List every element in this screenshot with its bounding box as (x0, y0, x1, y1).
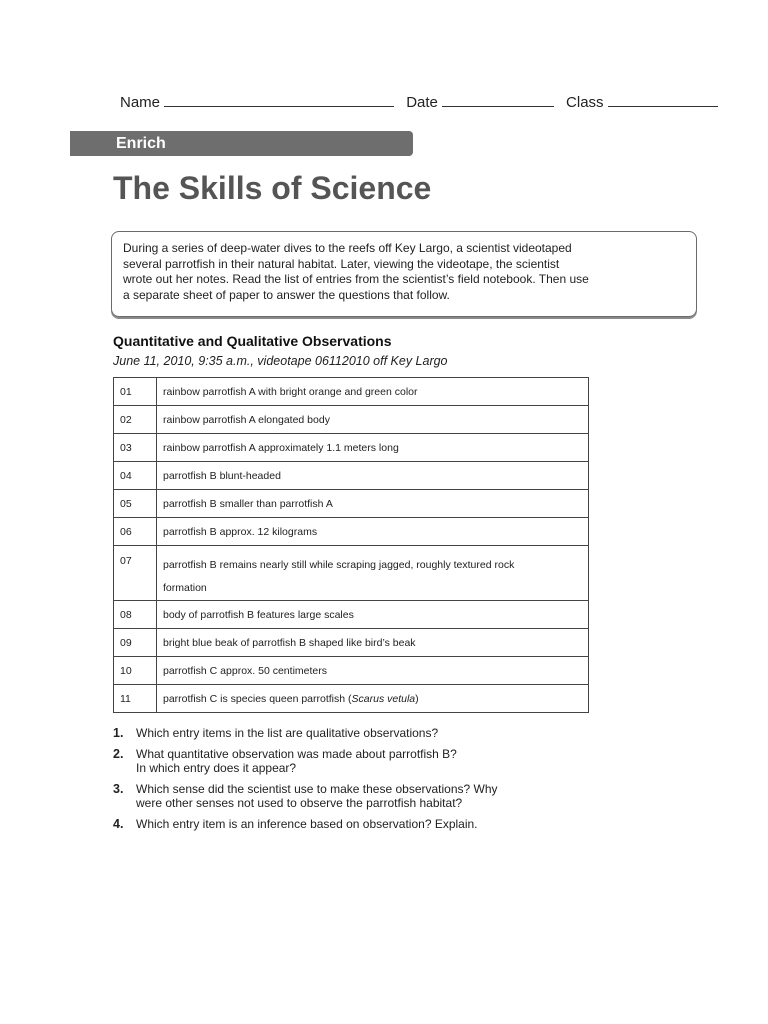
entry-text: bright blue beak of parrotfish B shaped like bird’s beak (157, 629, 589, 657)
entry-text: parrotfish C approx. 50 centimeters (157, 657, 589, 685)
intro-line: a separate sheet of paper to answer the questions that follow. (123, 287, 450, 302)
table-row (114, 546, 589, 601)
question-list (113, 726, 533, 838)
question-text-cont: were other senses not used to observe the parrotfish habitat? (136, 796, 463, 810)
question-text: What quantitative observation was made about parrotfish B? (136, 747, 457, 761)
table-row (114, 462, 589, 490)
entry-text: rainbow parrotfish A approximately 1.1 meters long (157, 434, 589, 462)
table-row (114, 657, 589, 685)
entry-number: 05 (114, 490, 157, 518)
date-blank[interactable] (442, 92, 554, 107)
entry-text (157, 685, 589, 713)
table-row (114, 434, 589, 462)
entry-number: 10 (114, 657, 157, 685)
question-number: 1. (113, 726, 124, 740)
question-item (113, 726, 533, 740)
entry-text-part: parrotfish C is species queen parrotfish ( (163, 692, 352, 705)
table-row (114, 685, 589, 713)
entry-text: parrotfish B blunt-headed (157, 462, 589, 490)
entry-number: 01 (114, 378, 157, 406)
entry-text: rainbow parrotfish A with bright orange and green color (157, 378, 589, 406)
section-dateline: June 11, 2010, 9:35 a.m., videotape 06112010 off Key Largo (113, 354, 448, 368)
entry-text: rainbow parrotfish A elongated body (157, 406, 589, 434)
question-text: Which entry items in the list are qualitative observations? (136, 726, 439, 740)
question-item (113, 747, 533, 775)
table-row (114, 490, 589, 518)
table-row (114, 601, 589, 629)
entry-number: 07 (114, 546, 157, 601)
entry-number: 04 (114, 462, 157, 490)
section-heading: Quantitative and Qualitative Observations (113, 333, 392, 349)
question-number: 4. (113, 817, 124, 831)
entry-text-part: ) (415, 692, 419, 705)
question-item (113, 817, 533, 831)
intro-line: wrote out her notes. Read the list of entries from the scientist’s field notebook. Then use (123, 272, 589, 286)
entry-number: 03 (114, 434, 157, 462)
entry-text: body of parrotfish B features large scales (157, 601, 589, 629)
table-row (114, 518, 589, 546)
entry-number: 06 (114, 518, 157, 546)
table-row (114, 378, 589, 406)
enrich-banner: Enrich (70, 131, 413, 156)
date-label: Date (406, 94, 438, 111)
question-number: 2. (113, 747, 124, 761)
question-text: Which sense did the scientist use to make these observations? Why (136, 782, 498, 796)
page-title: The Skills of Science (113, 170, 432, 206)
species-name: Scarus vetula (351, 692, 416, 705)
name-label: Name (120, 94, 161, 111)
student-info-line (120, 92, 720, 112)
question-number: 3. (113, 782, 124, 796)
entry-number: 08 (114, 601, 157, 629)
intro-box (111, 231, 697, 317)
question-text-cont: In which entry does it appear? (136, 761, 297, 775)
entry-number: 02 (114, 406, 157, 434)
name-blank[interactable] (164, 92, 394, 107)
entry-number: 09 (114, 629, 157, 657)
table-row (114, 406, 589, 434)
table-row (114, 629, 589, 657)
class-blank[interactable] (608, 92, 718, 107)
observations-table (113, 377, 589, 713)
question-item (113, 782, 533, 810)
entry-text: parrotfish B remains nearly still while scraping jagged, roughly textured rock formation (157, 546, 589, 601)
intro-line: During a series of deep-water dives to the reefs off Key Largo, a scientist videotaped (123, 241, 572, 255)
entry-number: 11 (114, 685, 157, 713)
entry-text: parrotfish B approx. 12 kilograms (157, 518, 589, 546)
intro-line: several parrotfish in their natural habitat. Later, viewing the videotape, the scientist (123, 256, 560, 271)
entry-text: parrotfish B smaller than parrotfish A (157, 490, 589, 518)
question-text: Which entry item is an inference based on observation? Explain. (136, 817, 478, 831)
class-label: Class (566, 94, 604, 111)
